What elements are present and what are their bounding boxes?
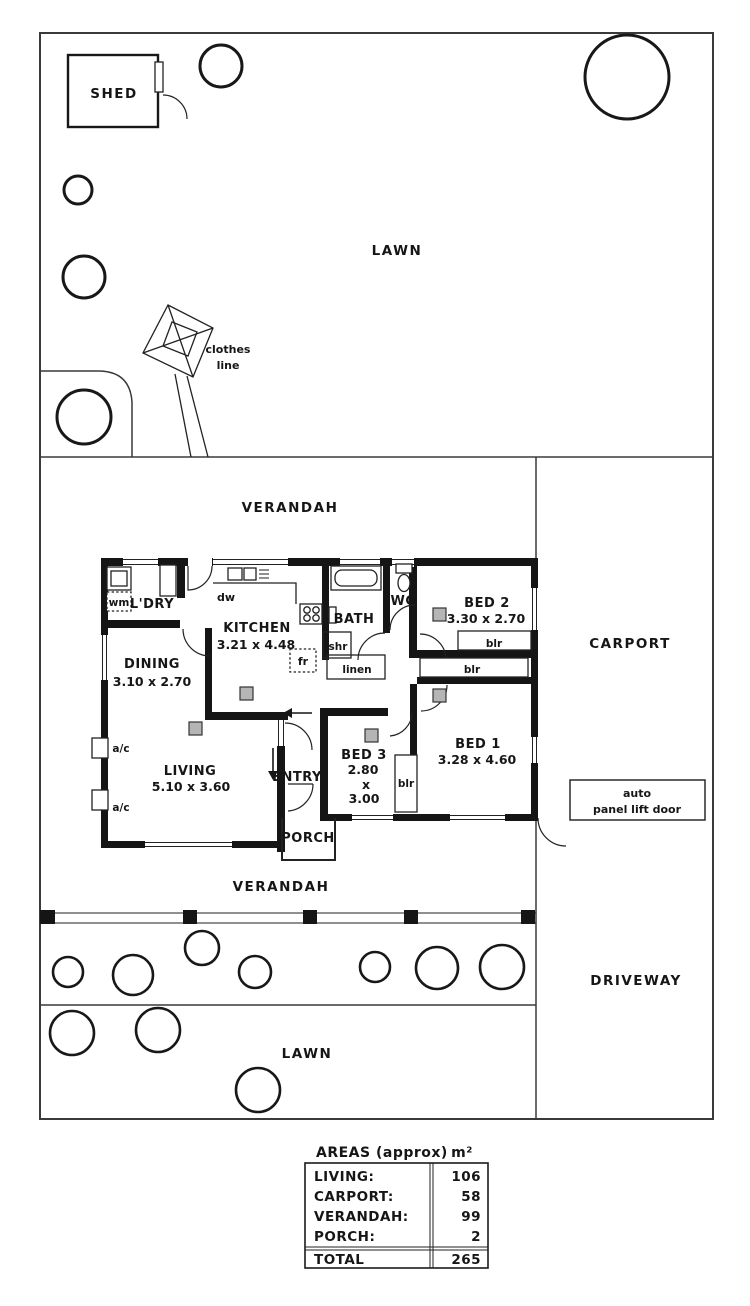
shed-door-leaf — [155, 62, 163, 92]
tree-icon — [200, 45, 242, 87]
detector-icon — [240, 687, 253, 700]
table-row-label: CARPORT: — [314, 1189, 394, 1205]
room-label-bed2: BED 2 — [464, 596, 510, 611]
tree-icon — [64, 176, 92, 204]
room-label-wc: WC — [390, 594, 416, 609]
ac-unit — [92, 738, 108, 758]
bush-icon — [236, 1068, 280, 1112]
room-dims-bed3-h: 3.00 — [348, 791, 380, 806]
lawn-front-label: LAWN — [281, 1046, 333, 1062]
toilet-bowl — [398, 575, 410, 592]
tree-icon — [63, 256, 105, 298]
bush-icon — [113, 955, 153, 995]
bush-icon — [185, 931, 219, 965]
room-dims-bed3-w: 2.80 — [347, 762, 379, 777]
areas-table-title: AREAS (approx) — [316, 1145, 448, 1161]
room-dims-kitchen: 3.21 x 4.48 — [216, 637, 296, 652]
table-row-label: VERANDAH: — [314, 1209, 409, 1225]
room-label-kitchen: KITCHEN — [223, 621, 291, 636]
bush-icon — [416, 947, 458, 989]
carport-label: CARPORT — [589, 636, 671, 652]
verandah-post — [521, 910, 535, 924]
fixture-label-linen: linen — [342, 664, 372, 676]
detector-icon — [433, 689, 446, 702]
room-label-entry: ENTRY — [272, 770, 322, 785]
clothes-line-label-1: clothes — [205, 343, 251, 356]
table-row-value: 58 — [461, 1189, 481, 1205]
fixture-label-ac-lower: a/c — [112, 802, 130, 814]
fixture-label-blr-bed3: blr — [397, 778, 415, 790]
detector-icon — [189, 722, 202, 735]
bush-icon — [136, 1008, 180, 1052]
fixture-label-shr: shr — [328, 641, 348, 653]
room-dims-bed3-x: x — [361, 777, 371, 792]
table-row-label: LIVING: — [314, 1169, 375, 1185]
tree-icon — [585, 35, 669, 119]
toilet-cistern — [396, 564, 412, 573]
table-row-value: 106 — [451, 1169, 481, 1185]
bush-icon — [360, 952, 390, 982]
room-dims-bed1: 3.28 x 4.60 — [437, 752, 517, 767]
room-dims-bed2: 3.30 x 2.70 — [446, 611, 526, 626]
table-row-value: 2 — [471, 1229, 481, 1245]
shed-label: SHED — [90, 86, 138, 102]
table-total-value: 265 — [451, 1252, 481, 1268]
verandah-post — [183, 910, 197, 924]
fixture-label-ac-upper: a/c — [112, 743, 130, 755]
bush-icon — [480, 945, 524, 989]
verandah-post — [404, 910, 418, 924]
fixture-label-blr-bed2: blr — [485, 638, 503, 650]
ac-unit — [92, 790, 108, 810]
room-label-dining: DINING — [124, 657, 180, 672]
room-label-bed3: BED 3 — [341, 748, 387, 763]
fixture-label-fr: fr — [297, 655, 309, 668]
areas-table-unit: m² — [451, 1145, 473, 1161]
room-label-laundry: L'DRY — [129, 597, 175, 612]
fixture-label-blr-hall: blr — [463, 664, 481, 676]
garage-door-line2: panel lift door — [592, 803, 682, 816]
table-total-label: TOTAL — [314, 1252, 365, 1268]
verandah-top-label: VERANDAH — [241, 500, 339, 516]
bush-icon — [239, 956, 271, 988]
driveway-label: DRIVEWAY — [590, 973, 682, 989]
fixture-label-dw: dw — [216, 591, 236, 604]
table-row-value: 99 — [461, 1209, 481, 1225]
room-dims-dining: 3.10 x 2.70 — [112, 674, 192, 689]
bush-icon — [50, 1011, 94, 1055]
bush-icon — [53, 957, 83, 987]
garage-door-line1: auto — [622, 787, 652, 800]
table-row-label: PORCH: — [314, 1229, 376, 1245]
laundry-cupboard — [160, 565, 176, 596]
verandah-bottom-label: VERANDAH — [232, 879, 330, 895]
detector-icon — [365, 729, 378, 742]
room-label-bath: BATH — [333, 612, 375, 627]
verandah-post — [40, 910, 55, 924]
room-label-bed1: BED 1 — [455, 737, 501, 752]
fixture-label-wm: wm — [108, 597, 130, 609]
areas-table — [305, 1145, 488, 1268]
room-label-porch: PORCH — [281, 831, 335, 846]
lawn-back-label: LAWN — [371, 243, 423, 259]
garage-door-callout — [570, 780, 705, 820]
room-label-living: LIVING — [163, 764, 217, 779]
room-dims-living: 5.10 x 3.60 — [151, 779, 231, 794]
tree-icon — [57, 390, 111, 444]
verandah-post — [303, 910, 317, 924]
detector-icon — [433, 608, 446, 621]
clothes-line-label-2: line — [216, 359, 240, 372]
